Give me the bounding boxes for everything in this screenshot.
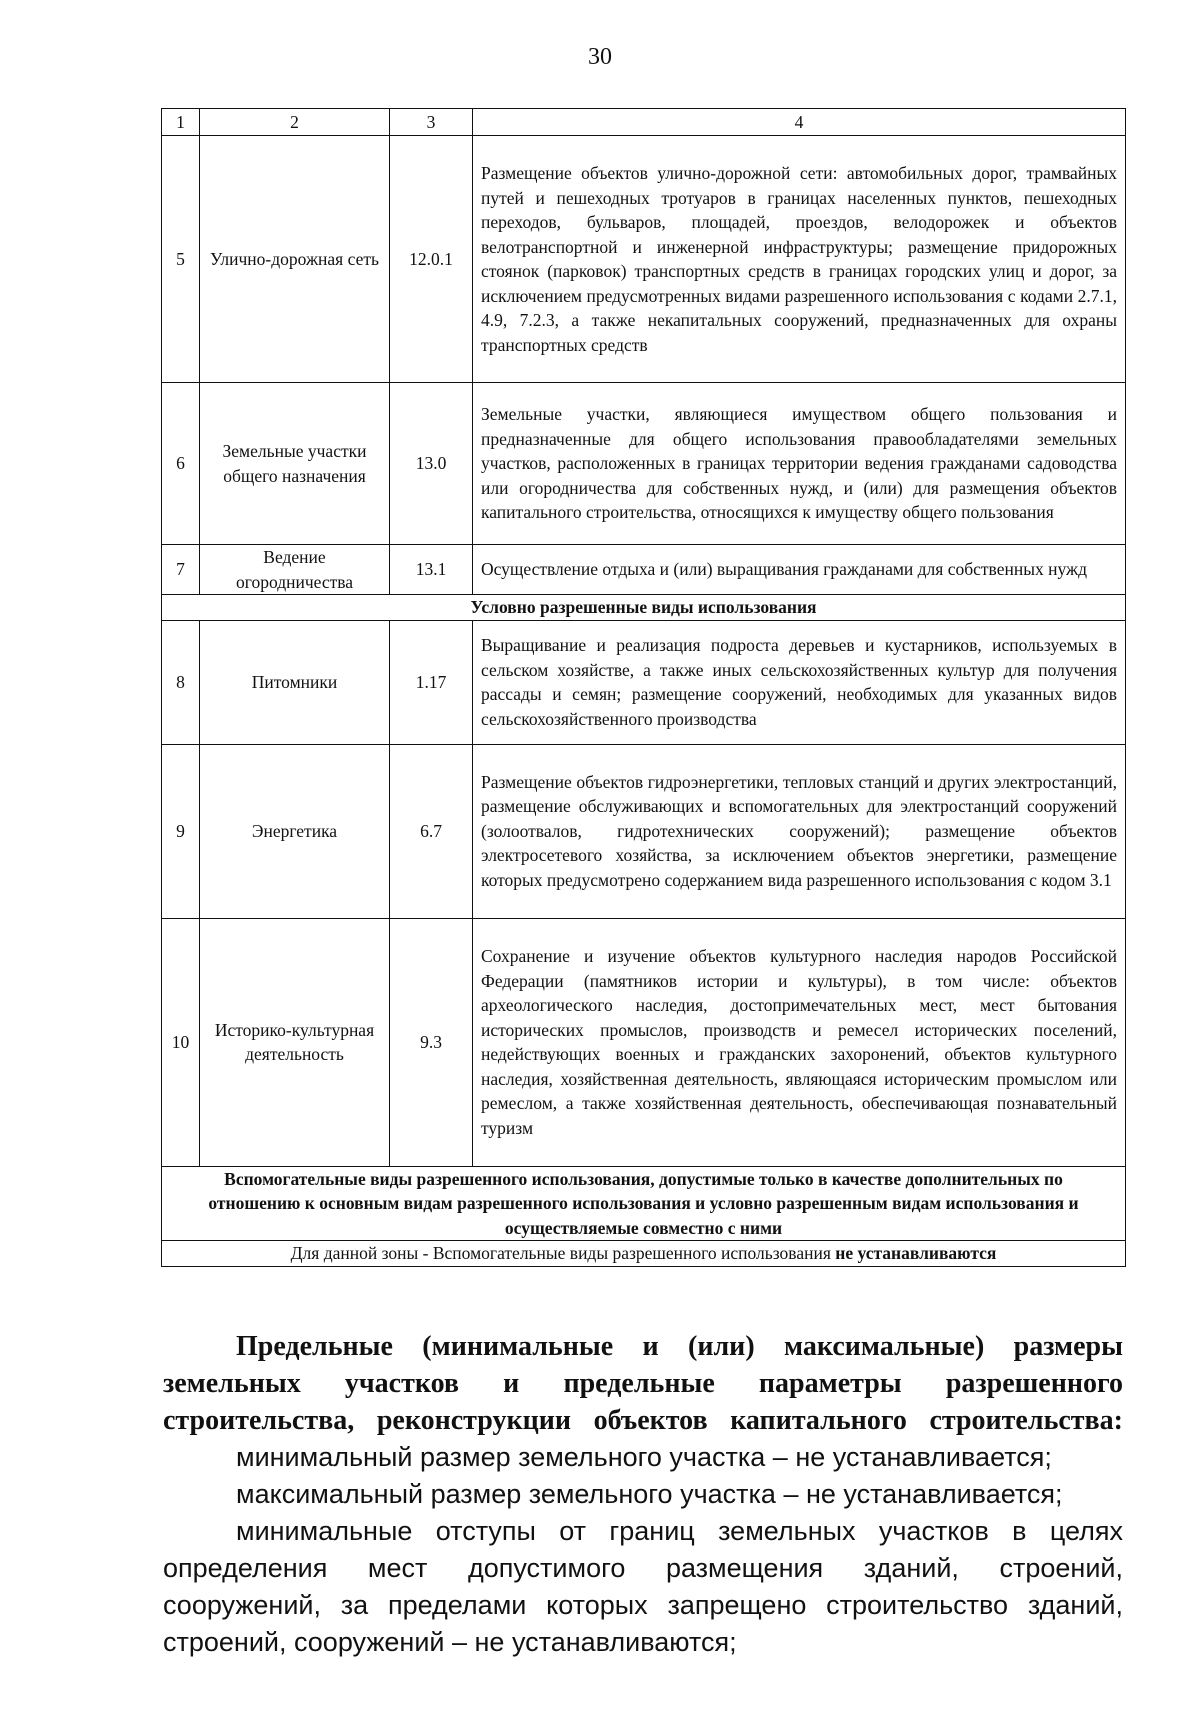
table-row: [162, 918, 1126, 1166]
land-use-table: [161, 108, 1126, 1267]
use-type-name: Земельные участки общего назначения: [200, 383, 390, 545]
use-type-code: 6.7: [390, 744, 473, 918]
table-row: [162, 383, 1126, 545]
use-type-code: 9.3: [390, 918, 473, 1166]
table-row: [162, 545, 1126, 595]
use-type-code: 1.17: [390, 620, 473, 744]
footer-note-text: Для данной зоны - Вспомогательные виды разрешенного использования: [290, 1243, 831, 1263]
section-heading-line2: строительства, реконструкции объектов капитального строительства:: [163, 1405, 1123, 1436]
use-type-name: Энергетика: [200, 744, 390, 918]
row-number: 6: [162, 383, 200, 545]
parameters-section: [163, 1328, 1123, 1661]
table-footer-row: [162, 1241, 1126, 1267]
use-type-description: Осуществление отдыха и (или) выращивания гражданами для собственных нужд: [473, 545, 1126, 595]
paragraph-min-size: минимальный размер земельного участка – не устанавливается;: [236, 1442, 1052, 1472]
footer-note-bold: не устанавливаются: [835, 1243, 997, 1263]
table-row: [162, 136, 1126, 383]
use-type-description: Земельные участки, являющиеся имуществом общего пользования и предназначенные для общего использования правообладателями земельных участков, расположенных в границах территории ведения гражданами садоводства или огородничества для собственных нужд, и (или) для размещения объектов капитального строительства, относящихся к имуществу общего пользования: [473, 383, 1126, 545]
use-type-name: Улично-дорожная сеть: [200, 136, 390, 383]
column-header: 4: [473, 109, 1126, 136]
table-row: [162, 744, 1126, 918]
section-row-auxiliary: [162, 1166, 1126, 1241]
page-number: 30: [588, 44, 612, 70]
row-number: 7: [162, 545, 200, 595]
column-header: 3: [390, 109, 473, 136]
table-row: [162, 620, 1126, 744]
use-type-description: Выращивание и реализация подроста деревьев и кустарников, используемых в сельском хозяйстве, а также иных сельскохозяйственных культур для получения рассады и семян; размещение сооружений, необходимых для указанных видов сельскохозяйственного производства: [473, 620, 1126, 744]
column-header: 2: [200, 109, 390, 136]
section-title: Вспомогательные виды разрешенного использования, допустимые только в качестве дополнительных по отношению к основным видам разрешенного использования и условно разрешенным видам использования и осуществляемые совместно с ними: [162, 1166, 1126, 1241]
paragraph-setbacks: минимальные отступы от границ земельных участков в целях определения мест допустимого размещения зданий, строений, сооружений, за пределами которых запрещено строительство зданий, строений, сооружений – не устанавливаются;: [163, 1516, 1123, 1657]
row-number: 8: [162, 620, 200, 744]
section-heading: [163, 1328, 1123, 1439]
use-type-description: Размещение объектов улично-дорожной сети: автомобильных дорог, трамвайных путей и пешеходных тротуаров в границах населенных пунктов, пешеходных переходов, бульваров, площадей, проездов, велодорожек и объектов велотранспортной и инженерной инфраструктуры; размещение придорожных стоянок (парковок) транспортных средств в границах городских улиц и дорог, за исключением предусмотренных видами разрешенного использования с кодами 2.7.1, 4.9, 7.2.3, а также некапитальных сооружений, предназначенных для охраны транспортных средств: [473, 136, 1126, 383]
use-type-name: Ведение огородничества: [200, 545, 390, 595]
use-type-description: Размещение объектов гидроэнергетики, тепловых станций и других электростанций, размещение обслуживающих и вспомогательных для электростанций сооружений (золоотвалов, гидротехнических сооружений); размещение объектов электросетевого хозяйства, за исключением объектов энергетики, размещение которых предусмотрено содержанием вида разрешенного использования с кодом 3.1: [473, 744, 1126, 918]
use-type-code: 12.0.1: [390, 136, 473, 383]
section-title: Условно разрешенные виды использования: [162, 595, 1126, 621]
row-number: 5: [162, 136, 200, 383]
use-type-code: 13.1: [390, 545, 473, 595]
footer-note: [162, 1241, 1126, 1267]
use-type-name: Питомники: [200, 620, 390, 744]
use-type-name: Историко-культурная деятельность: [200, 918, 390, 1166]
section-heading-line1: Предельные (минимальные и (или) максимальные) размеры земельных участков и предельные параметры разрешенного: [163, 1331, 1123, 1399]
column-header: 1: [162, 109, 200, 136]
row-number: 10: [162, 918, 200, 1166]
section-row-conditional: [162, 595, 1126, 621]
table-header-row: [162, 109, 1126, 136]
use-type-description: Сохранение и изучение объектов культурного наследия народов Российской Федерации (памятников истории и культуры), в том числе: объектов археологического наследия, достопримечательных мест, мест бытования исторических промыслов, производств и ремесел исторических поселений, недействующих военных и гражданских захоронений, объектов культурного наследия, хозяйственная деятельность, являющаяся историческим промыслом или ремеслом, а также хозяйственная деятельность, обеспечивающая познавательный туризм: [473, 918, 1126, 1166]
paragraph-max-size: максимальный размер земельного участка – не устанавливается;: [236, 1479, 1063, 1509]
row-number: 9: [162, 744, 200, 918]
use-type-code: 13.0: [390, 383, 473, 545]
